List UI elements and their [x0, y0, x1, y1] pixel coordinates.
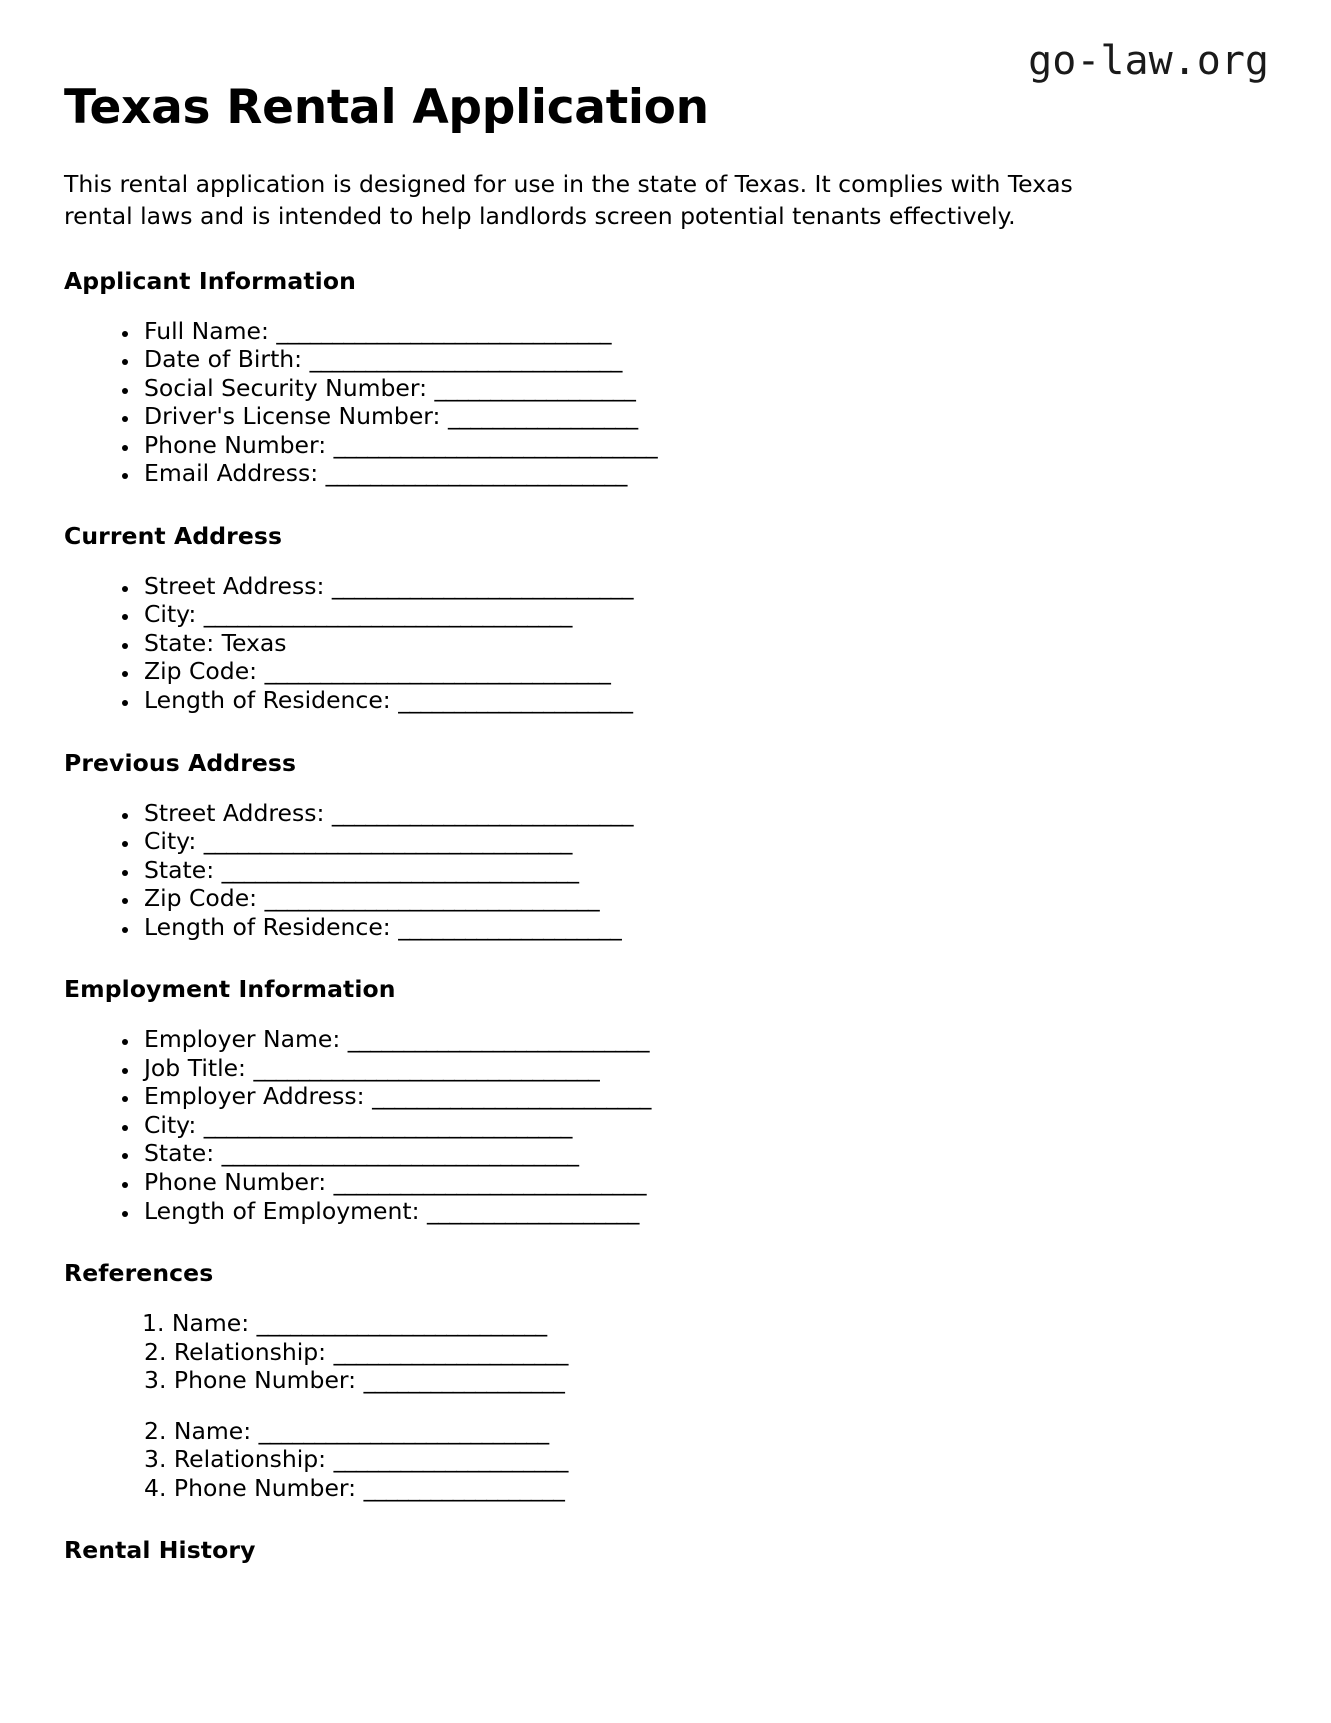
field-list-current-address: [64, 572, 1267, 715]
field-label: City:: [144, 1110, 197, 1139]
reference-row: [140, 1338, 1267, 1367]
field-blank[interactable]: ___________________________: [347, 1025, 649, 1054]
field-row: [140, 1054, 1267, 1083]
reference-number: 4.: [144, 1473, 167, 1502]
field-blank[interactable]: _________________________________: [203, 600, 572, 629]
reference-row: [140, 1309, 1267, 1338]
field-label: Phone Number:: [173, 1473, 357, 1502]
intro-paragraph: This rental application is designed for use in the state of Texas. It complies with Texas rental laws and is intended to help landlords screen potential tenants effectively.: [64, 169, 1073, 230]
field-label: Email Address:: [144, 459, 319, 488]
field-row: [140, 431, 1267, 460]
field-row-state-prefilled: [140, 629, 1267, 658]
field-label: Date of Birth:: [144, 345, 303, 374]
field-blank[interactable]: ______________________________: [276, 316, 611, 345]
field-label: State:: [144, 1139, 215, 1168]
field-blank[interactable]: _________________________________: [203, 827, 572, 856]
field-blank[interactable]: ____________________________: [333, 1168, 646, 1197]
field-row: [140, 345, 1267, 374]
field-row: [140, 374, 1267, 403]
field-row: [140, 799, 1267, 828]
field-blank[interactable]: __________________: [363, 1473, 565, 1502]
field-blank[interactable]: __________________________: [256, 1309, 547, 1338]
field-label: State: Texas: [144, 628, 287, 657]
field-blank[interactable]: ___________________________: [331, 798, 633, 827]
field-label: State:: [144, 855, 215, 884]
field-label: Name:: [171, 1309, 250, 1338]
reference-group-1: [64, 1309, 1267, 1395]
field-label: Relationship:: [173, 1445, 327, 1474]
section-heading-rental-history: Rental History: [64, 1536, 256, 1565]
field-label: Full Name:: [144, 316, 269, 345]
reference-group-2: [64, 1417, 1267, 1503]
field-label: Phone Number:: [144, 430, 327, 459]
field-row: [140, 913, 1267, 942]
field-row: [140, 572, 1267, 601]
field-label: Zip Code:: [144, 884, 258, 913]
field-row: [140, 884, 1267, 913]
field-blank[interactable]: ___________________________: [325, 459, 627, 488]
field-blank[interactable]: __________________: [434, 373, 636, 402]
field-label: Length of Residence:: [144, 686, 391, 714]
reference-number: 3.: [144, 1445, 167, 1474]
field-label: Employer Name:: [144, 1025, 341, 1054]
site-watermark: go-law.org: [1028, 38, 1269, 84]
section-heading-current-address: Current Address: [64, 521, 283, 550]
reference-number: 1.: [142, 1309, 165, 1338]
field-blank[interactable]: __________________________: [258, 1416, 549, 1445]
field-row: [140, 1197, 1267, 1226]
field-label: Job Title:: [144, 1053, 246, 1082]
field-blank[interactable]: _____________________: [333, 1445, 568, 1474]
section-heading-previous-address: Previous Address: [64, 748, 297, 777]
reference-row: [140, 1366, 1267, 1395]
section-heading-employment-information: Employment Information: [64, 975, 396, 1004]
field-blank[interactable]: _____________________________: [333, 430, 658, 459]
field-blank[interactable]: ________________________________: [221, 1139, 579, 1168]
field-row: [140, 1139, 1267, 1168]
reference-row: [140, 1474, 1267, 1503]
field-list-applicant-information: [64, 317, 1267, 488]
field-label: City:: [144, 827, 197, 856]
field-label: Length of Employment:: [144, 1196, 420, 1225]
field-label: Name:: [173, 1416, 252, 1445]
field-row: [140, 402, 1267, 431]
section-heading-references: References: [64, 1259, 214, 1288]
reference-number: 2.: [144, 1337, 167, 1366]
field-label: Street Address:: [144, 798, 325, 827]
field-list-employment-information: [64, 1025, 1267, 1225]
field-label: Relationship:: [173, 1337, 327, 1366]
field-row: [140, 1111, 1267, 1140]
field-blank[interactable]: _________________________: [372, 1082, 651, 1111]
field-row: [140, 856, 1267, 885]
field-label: Employer Address:: [144, 1082, 365, 1111]
field-row: [140, 600, 1267, 629]
page-title: Texas Rental Application: [64, 80, 709, 135]
section-heading-applicant-information: Applicant Information: [64, 266, 356, 295]
field-label: Phone Number:: [144, 1168, 327, 1197]
field-blank[interactable]: ___________________________: [331, 571, 633, 600]
field-row: [140, 827, 1267, 856]
field-blank[interactable]: _______________________________: [264, 657, 611, 686]
field-blank[interactable]: ___________________: [426, 1196, 639, 1225]
reference-row: [140, 1445, 1267, 1474]
field-row: [140, 1168, 1267, 1197]
field-label: Driver's License Number:: [144, 402, 441, 431]
page-bottom-space: [64, 1564, 1267, 1644]
reference-number: 2.: [144, 1416, 167, 1445]
field-row: [140, 1025, 1267, 1054]
field-label: Phone Number:: [173, 1366, 357, 1395]
field-row: [140, 1082, 1267, 1111]
field-blank[interactable]: ____________________________: [309, 345, 622, 374]
field-row: [140, 459, 1267, 488]
field-label: Social Security Number:: [144, 373, 428, 402]
field-label: Length of Residence:: [144, 912, 391, 941]
field-row: [140, 657, 1267, 686]
field-list-previous-address: [64, 799, 1267, 942]
field-blank[interactable]: ____________________: [398, 912, 622, 941]
field-blank[interactable]: _______________________________: [253, 1053, 600, 1082]
field-label: Street Address:: [144, 571, 325, 600]
field-row: [140, 686, 1267, 715]
field-label: City:: [144, 600, 197, 629]
field-blank[interactable]: _____________________: [333, 1337, 568, 1366]
reference-row: [140, 1417, 1267, 1446]
field-blank[interactable]: ________________________________: [221, 855, 579, 884]
field-row: [140, 317, 1267, 346]
field-blank[interactable]: _________________________________: [203, 1110, 572, 1139]
field-blank[interactable]: ______________________________: [264, 884, 600, 913]
field-blank[interactable]: _____________________: [398, 686, 633, 714]
field-blank[interactable]: __________________: [363, 1366, 565, 1395]
reference-number: 3.: [144, 1366, 167, 1395]
field-blank[interactable]: _________________: [447, 402, 638, 431]
field-label: Zip Code:: [144, 657, 258, 686]
